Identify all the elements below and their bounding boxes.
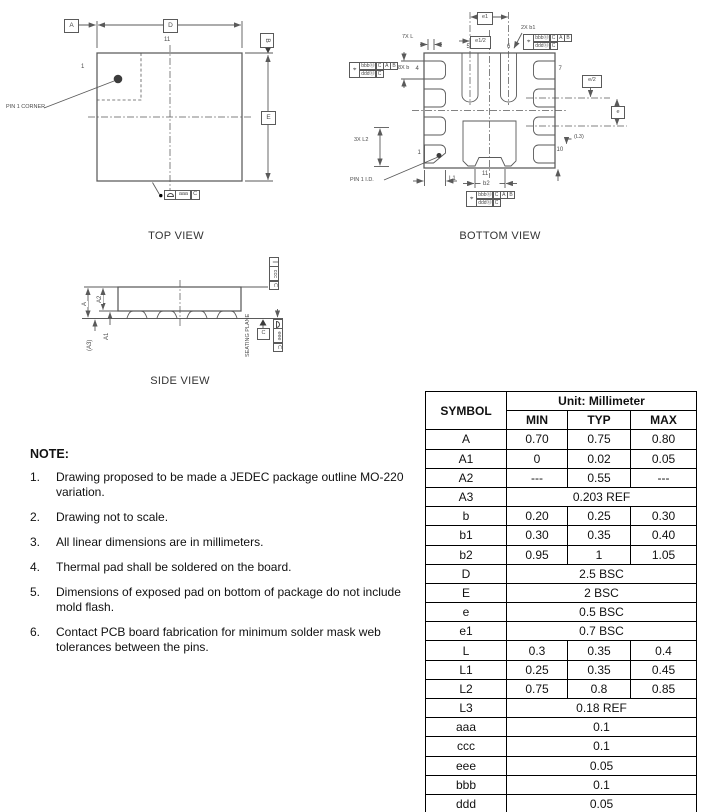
- fcf-tol-ddd: dddⓂ: [478, 199, 492, 206]
- side-lead-4: [217, 311, 237, 318]
- table-cell: 1.05: [631, 545, 697, 564]
- fcf-datum: A: [383, 62, 391, 70]
- position-symbol-icon: ⌖: [466, 191, 477, 207]
- pad-1: [425, 145, 446, 163]
- table-row: [426, 564, 697, 583]
- pin5-number: 5: [466, 43, 470, 50]
- pin1-indicator-dot: [114, 75, 123, 84]
- table-row: [426, 699, 697, 718]
- table-cell: b2: [426, 545, 507, 564]
- note-number: 6.: [30, 625, 41, 639]
- table-cell: 0.35: [568, 526, 631, 545]
- datum-b-label: B: [264, 38, 272, 43]
- table-cell: 0.70: [507, 430, 568, 449]
- pin10-number: 10: [556, 147, 564, 153]
- table-cell: 0.20: [507, 507, 568, 526]
- pin7-number: 7: [558, 65, 562, 72]
- table-row: [426, 718, 697, 737]
- dim-e1-label: e1: [481, 14, 489, 21]
- header-unit: Unit: Millimeter: [507, 392, 697, 411]
- fcf-tol-bbb: bbbⓂ: [535, 34, 549, 41]
- pad-2: [425, 117, 446, 135]
- dim-a1-label: A1: [104, 332, 110, 340]
- dim-b2-label: b2: [483, 180, 490, 187]
- dim-e1-half-label: e1/2: [475, 38, 486, 45]
- pin6-number: 6: [507, 43, 511, 50]
- top-view-pin1-number: 1: [81, 64, 85, 70]
- note-number: 5.: [30, 585, 41, 599]
- table-row: [426, 794, 697, 812]
- fcf-tol-ddd: dddⓂ: [535, 42, 549, 49]
- position-symbol-icon: ⌖: [349, 62, 360, 78]
- fcf-datum: C: [493, 199, 501, 207]
- table-cell: e: [426, 603, 507, 622]
- table-cell: 0.05: [507, 794, 697, 812]
- table-cell: 0.75: [507, 679, 568, 698]
- note-item: [30, 585, 422, 615]
- table-cell: 0.3: [507, 641, 568, 660]
- note-text: Dimensions of exposed pad on bottom of package do not include mold flash.: [56, 585, 401, 614]
- table-row: [426, 622, 697, 641]
- note-item: [30, 535, 422, 550]
- header-typ: TYP: [568, 411, 631, 430]
- side-view-title: SIDE VIEW: [150, 375, 210, 387]
- bottom-view-drawing: [374, 12, 627, 188]
- table-cell: 0.203 REF: [507, 487, 697, 506]
- table-row: [426, 430, 697, 449]
- header-max: MAX: [631, 411, 697, 430]
- pad-3: [425, 89, 446, 107]
- dim-a-label: A: [82, 301, 88, 306]
- dim-e-half-label: e/2: [588, 77, 596, 84]
- table-cell: L: [426, 641, 507, 660]
- dim-8x-b-label: 8X b: [398, 65, 410, 71]
- dim-l1-label: L1: [449, 176, 456, 182]
- table-cell: 0.5 BSC: [507, 603, 697, 622]
- note-text: Drawing not to scale.: [56, 510, 169, 524]
- bottom-view-title: BOTTOM VIEW: [459, 230, 541, 242]
- table-cell: bbb: [426, 775, 507, 794]
- fcf-eee-tolerance: eee: [273, 328, 283, 343]
- dim-7x-l-label: 7X L: [402, 34, 414, 40]
- note-item: [30, 510, 422, 525]
- table-cell: L1: [426, 660, 507, 679]
- note-number: 2.: [30, 510, 41, 524]
- table-cell: 0.30: [631, 507, 697, 526]
- table-cell: 0.75: [568, 430, 631, 449]
- parallelism-symbol-icon: ∥: [269, 257, 279, 267]
- top-view-drawing: [44, 21, 273, 197]
- note-item: [30, 560, 422, 575]
- table-cell: 0.55: [568, 468, 631, 487]
- pin1-number: 1: [417, 150, 421, 156]
- table-cell: L2: [426, 679, 507, 698]
- fcf-datum: A: [557, 34, 565, 42]
- table-cell: 0.30: [507, 526, 568, 545]
- table-cell: eee: [426, 756, 507, 775]
- table-cell: 0.25: [568, 507, 631, 526]
- table-cell: E: [426, 583, 507, 602]
- table-cell: 0.35: [568, 641, 631, 660]
- fcf-datum: A: [500, 191, 508, 199]
- fcf-datum: C: [376, 62, 384, 70]
- table-cell: 0.05: [507, 756, 697, 775]
- fcf-datum: B: [564, 34, 572, 42]
- table-cell: 2 BSC: [507, 583, 697, 602]
- table-cell: A: [426, 430, 507, 449]
- fcf-tol-ddd: dddⓂ: [361, 70, 375, 77]
- note-number: 3.: [30, 535, 41, 549]
- datum-b-triangle: [265, 47, 272, 54]
- table-cell: 0.02: [568, 449, 631, 468]
- table-cell: D: [426, 564, 507, 583]
- fcf-datum: C: [550, 42, 558, 50]
- table-cell: b1: [426, 526, 507, 545]
- table-cell: 0.35: [568, 660, 631, 679]
- table-cell: 0: [507, 449, 568, 468]
- table-cell: 0.18 REF: [507, 699, 697, 718]
- dim-e-label: E: [266, 113, 271, 121]
- table-cell: A1: [426, 449, 507, 468]
- notes-section: [30, 447, 422, 665]
- table-cell: 2.5 BSC: [507, 564, 697, 583]
- table-cell: 0.05: [631, 449, 697, 468]
- table-cell: 1: [568, 545, 631, 564]
- table-row: [426, 526, 697, 545]
- table-cell: A2: [426, 468, 507, 487]
- table-cell: e1: [426, 622, 507, 641]
- table-cell: ccc: [426, 737, 507, 756]
- fcf-eee-datum: C: [273, 343, 283, 352]
- fcf-tol-bbb: bbbⓂ: [478, 191, 492, 198]
- table-row: [426, 487, 697, 506]
- table-row: [426, 449, 697, 468]
- dim-e-pitch-label: e: [616, 108, 620, 115]
- header-min: MIN: [507, 411, 568, 430]
- note-text: Contact PCB board fabrication for minimum solder mask web tolerances between the pins.: [56, 625, 381, 654]
- dim-a2-label: A2: [97, 295, 103, 303]
- table-cell: b: [426, 507, 507, 526]
- dim-l3-label: (L3): [574, 134, 584, 140]
- table-cell: 0.25: [507, 660, 568, 679]
- pin11-number: 11: [482, 171, 489, 177]
- position-symbol-icon: ⌖: [523, 34, 534, 50]
- table-row: [426, 468, 697, 487]
- pad-10: [534, 145, 555, 163]
- note-item: [30, 625, 422, 655]
- side-lead-1: [127, 311, 147, 318]
- pin4-number: 4: [415, 65, 419, 72]
- side-lead-3: [187, 311, 207, 318]
- table-row: [426, 545, 697, 564]
- table-row: [426, 603, 697, 622]
- table-header-row: [426, 392, 697, 411]
- fcf-aaa-datum: C: [191, 190, 200, 200]
- pin1-id-label: PIN 1 I.D.: [350, 177, 374, 183]
- table-cell: 0.45: [631, 660, 697, 679]
- table-row: [426, 737, 697, 756]
- table-row: [426, 660, 697, 679]
- notes-heading: NOTE:: [30, 447, 69, 461]
- table-cell: 0.80: [631, 430, 697, 449]
- table-cell: ---: [631, 468, 697, 487]
- table-cell: 0.4: [631, 641, 697, 660]
- side-view-drawing: [82, 280, 283, 331]
- note-text: All linear dimensions are in millimeters.: [56, 535, 264, 549]
- fcf-datum: B: [390, 62, 398, 70]
- dimension-table: [425, 391, 697, 812]
- table-cell: ---: [507, 468, 568, 487]
- fcf-datum: B: [507, 191, 515, 199]
- table-cell: aaa: [426, 718, 507, 737]
- seating-plane-label: SEATING PLANE: [245, 313, 251, 357]
- note-text: Thermal pad shall be soldered on the board.: [56, 560, 292, 574]
- table-cell: 0.1: [507, 737, 697, 756]
- table-cell: ddd: [426, 794, 507, 812]
- table-row: [426, 775, 697, 794]
- fcf-tol-bbb: bbbⓂ: [361, 62, 375, 69]
- table-cell: 0.8: [568, 679, 631, 698]
- note-item: [30, 470, 422, 500]
- fcf-datum: C: [550, 34, 558, 42]
- pin1-corner-label: PIN 1 CORNER: [6, 104, 46, 110]
- note-text: Drawing proposed to be made a JEDEC package outline MO-220 variation.: [56, 470, 404, 499]
- table-cell: A3: [426, 487, 507, 506]
- pad-4: [425, 61, 446, 79]
- dim-a3-label: (A3): [87, 339, 93, 351]
- table-row: [426, 641, 697, 660]
- pad-7: [534, 61, 555, 79]
- table-cell: 0.40: [631, 526, 697, 545]
- table-cell: L3: [426, 699, 507, 718]
- datum-c-label: C: [261, 330, 266, 337]
- table-row: [426, 679, 697, 698]
- datum-a-label: A: [69, 21, 74, 29]
- fcf-aaa-tolerance: aaa: [175, 190, 191, 200]
- fcf-ccc-tolerance: ccc: [269, 266, 279, 281]
- header-symbol: SYMBOL: [426, 392, 507, 430]
- table-row: [426, 583, 697, 602]
- top-view-title: TOP VIEW: [148, 230, 204, 242]
- table-cell: 0.1: [507, 775, 697, 794]
- note-number: 4.: [30, 560, 41, 574]
- fcf-datum: C: [493, 191, 501, 199]
- table-cell: 0.95: [507, 545, 568, 564]
- top-view-pin-count: 11: [164, 37, 171, 43]
- table-row: [426, 756, 697, 775]
- side-lead-2: [157, 311, 177, 318]
- fcf-datum: C: [376, 70, 384, 78]
- dim-d-label: D: [168, 21, 173, 29]
- fcf-ccc-datum: C: [269, 281, 279, 290]
- table-cell: 0.1: [507, 718, 697, 737]
- dim-3x-l2-label: 3X L2: [354, 137, 369, 143]
- dim-2x-b1-label: 2X b1: [521, 25, 536, 31]
- note-number: 1.: [30, 470, 41, 484]
- datum-c-triangle: [260, 319, 267, 325]
- table-row: [426, 507, 697, 526]
- table-cell: 0.85: [631, 679, 697, 698]
- table-cell: 0.7 BSC: [507, 622, 697, 641]
